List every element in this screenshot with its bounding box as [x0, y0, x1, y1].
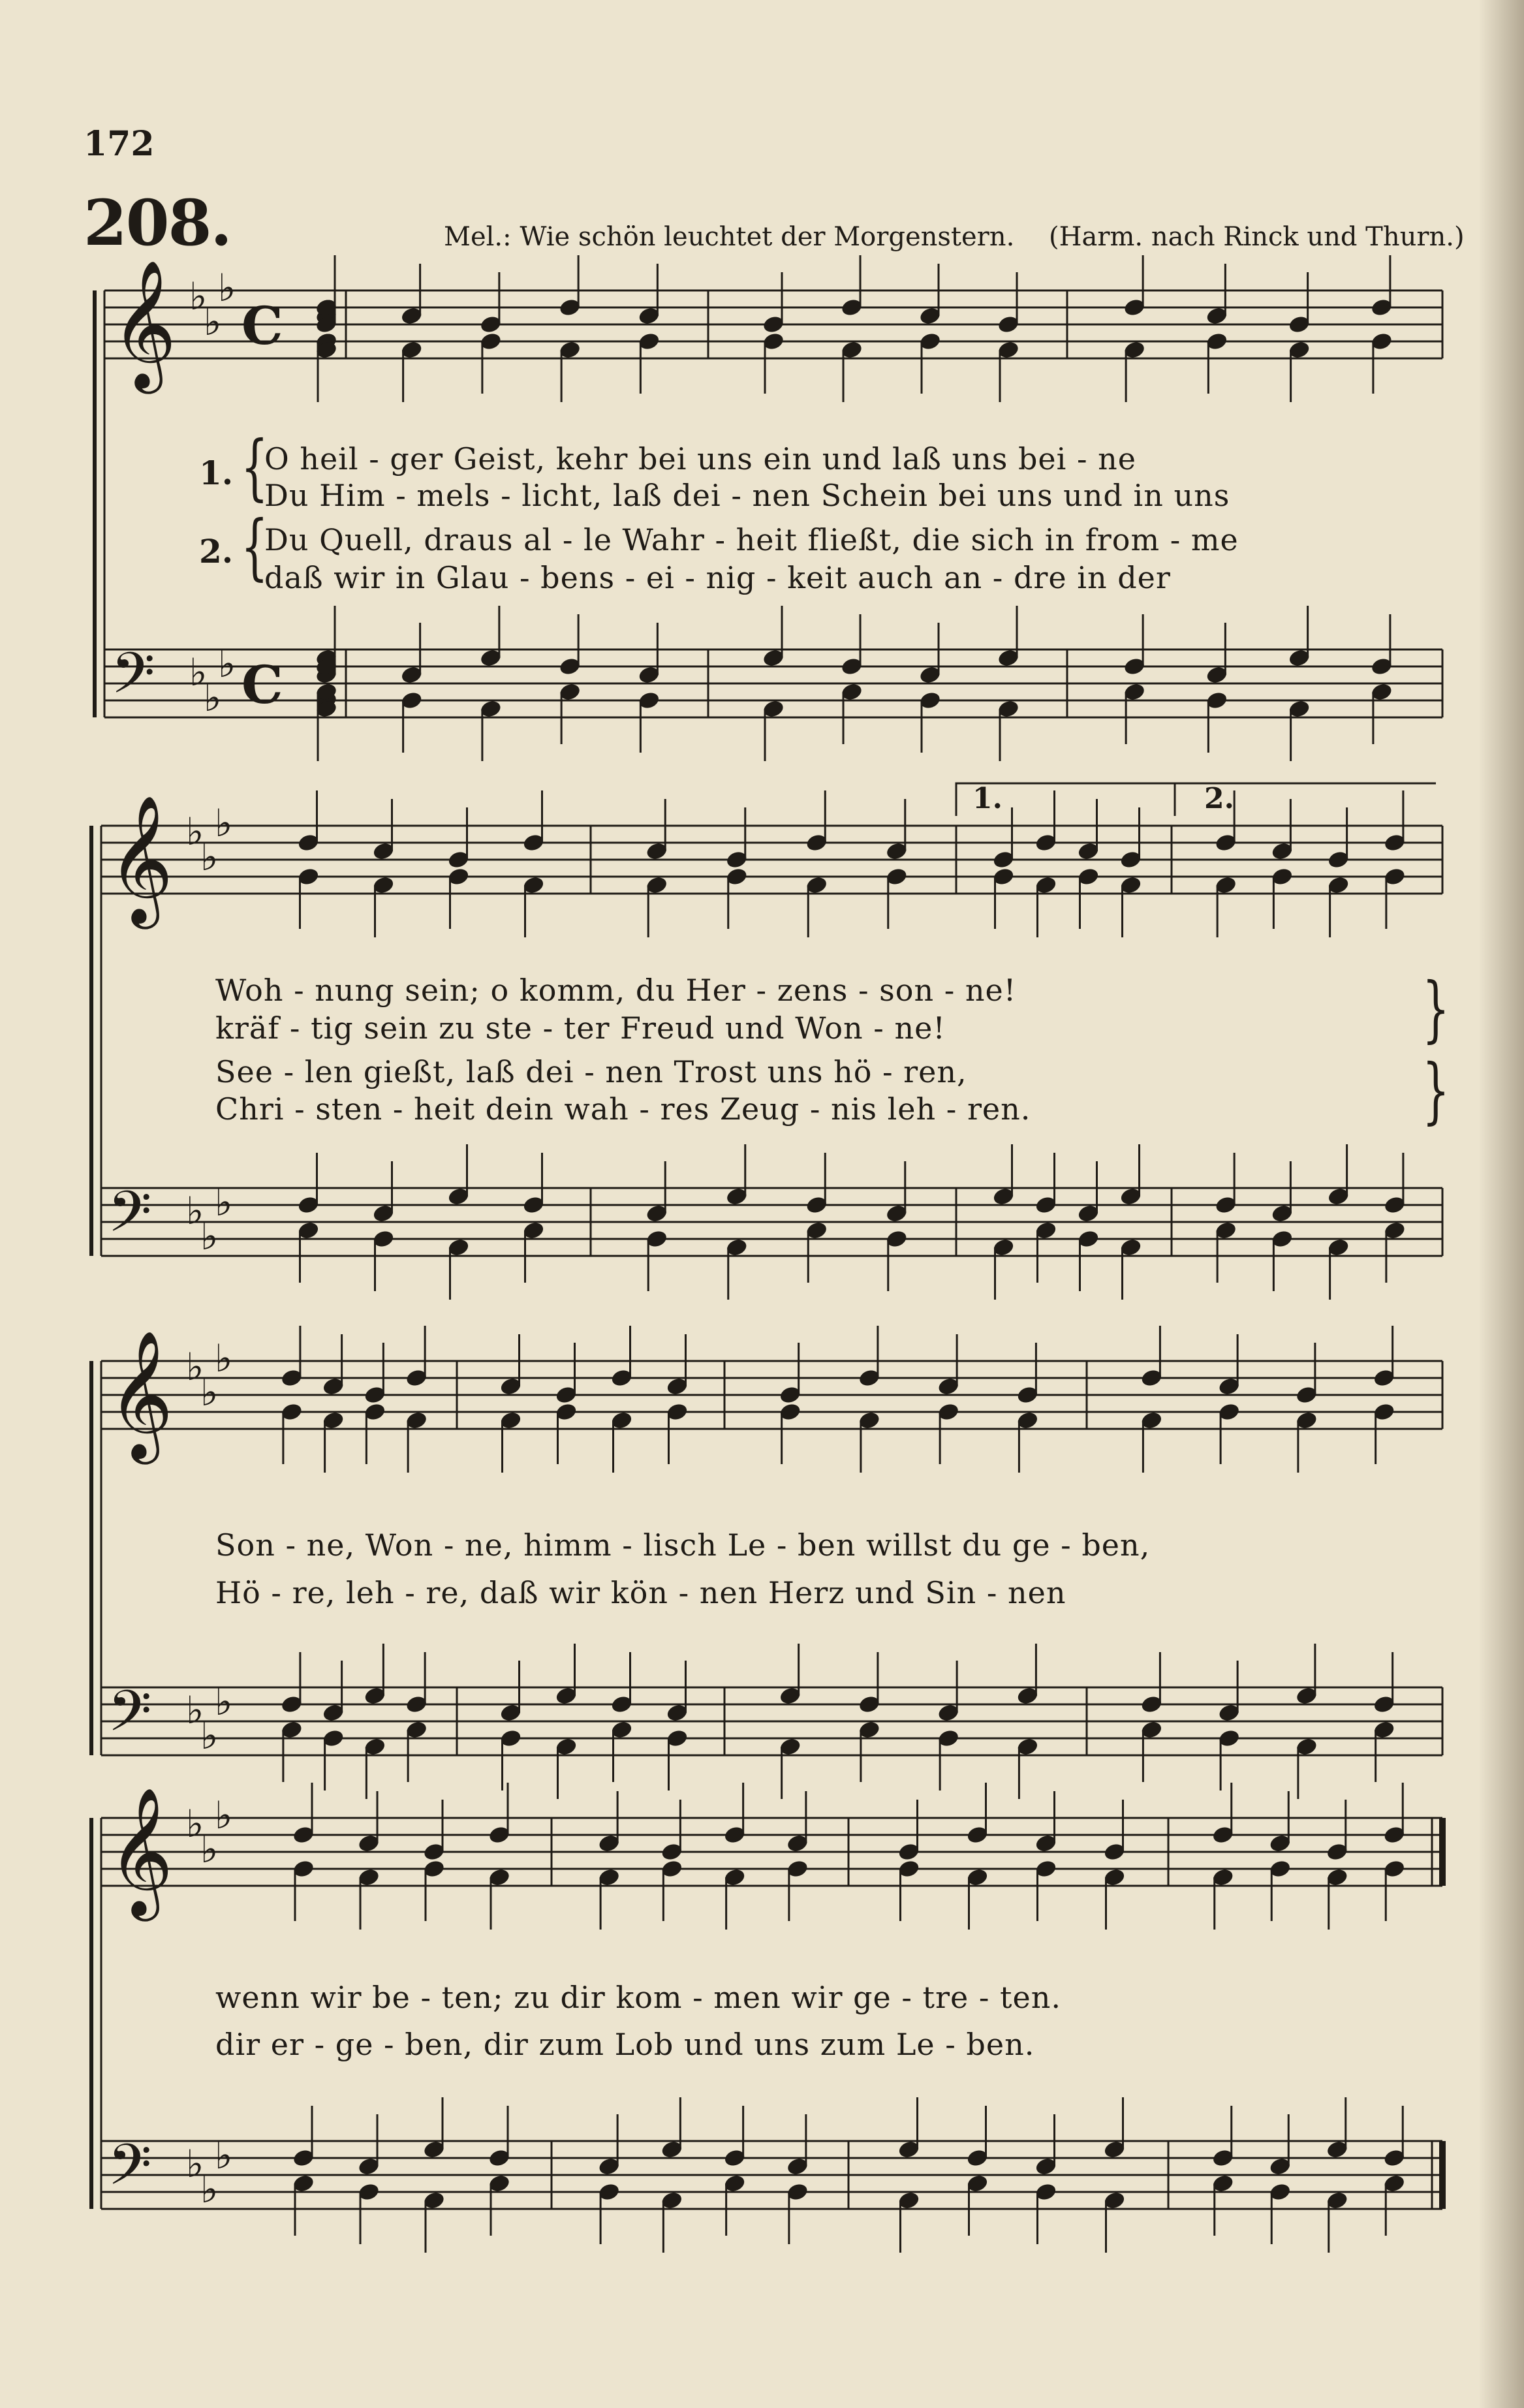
- lyric-line: dir er - ge - ben, dir zum Lob und uns zum Le - ben.: [215, 2027, 1035, 2062]
- flat-sign: ♭: [200, 2167, 219, 2212]
- flat-sign: ♭: [200, 1214, 219, 1259]
- ending-label-2: 2.: [1204, 782, 1234, 815]
- lyric-line: daß wir in Glau - bens - ei - nig - keit auch an - dre in der: [264, 560, 1171, 595]
- harmony-text: (Harm. nach Rinck und Thurn.): [1049, 222, 1465, 252]
- ending-label-1: 1.: [972, 782, 1003, 815]
- treble-clef: 𝄞: [108, 1787, 174, 1916]
- common-time: C: [241, 295, 283, 356]
- flat-sign: ♭: [218, 642, 236, 686]
- verse-number-2: 2.: [199, 532, 234, 571]
- flat-sign: ♭: [200, 835, 219, 879]
- flat-sign: ♭: [186, 1189, 204, 1233]
- lyric-line: wenn wir be - ten; zu dir kom - men wir ge - tre - ten.: [215, 1980, 1061, 2015]
- flat-sign: ♭: [215, 1336, 233, 1381]
- flat-sign: ♭: [186, 1345, 204, 1389]
- lyric-line: Woh - nung sein; o komm, du Her - zens - son - ne!: [215, 973, 1017, 1008]
- flat-sign: ♭: [186, 1688, 204, 1732]
- bass-clef: 𝄢: [108, 2132, 152, 2212]
- hymn-number: 208.: [84, 186, 231, 260]
- flat-sign: ♭: [204, 676, 222, 720]
- lyric-line: kräf - tig sein zu ste - ter Freud und Won - ne!: [215, 1010, 946, 1046]
- flat-sign: ♭: [215, 801, 233, 845]
- bass-clef: 𝄢: [108, 1179, 152, 1259]
- verse-brace: {: [241, 505, 268, 588]
- page-number: 172: [84, 124, 155, 164]
- lyric-line: Chri - sten - heit dein wah - res Zeug - nis leh - ren.: [215, 1091, 1031, 1127]
- verse-brace: {: [241, 425, 268, 508]
- flat-sign: ♭: [215, 2133, 233, 2178]
- verse-brace: }: [1422, 1048, 1450, 1132]
- flat-sign: ♭: [200, 1713, 219, 1758]
- lyric-line: Du Quell, draus al - le Wahr - heit fließt, die sich in from - me: [264, 522, 1239, 557]
- flat-sign: ♭: [215, 1180, 233, 1225]
- common-time: C: [241, 654, 283, 715]
- treble-clef: 𝄞: [108, 794, 174, 924]
- treble-clef: 𝄞: [108, 1330, 174, 1460]
- lyric-line: Du Him - mels - licht, laß dei - nen Schein bei uns und in uns: [264, 478, 1230, 513]
- ending-bracket: [956, 783, 1436, 816]
- melody-text: Mel.: Wie schön leuchtet der Morgenstern.: [444, 222, 1015, 252]
- lyric-line: O heil - ger Geist, kehr bei uns ein und laß uns bei - ne: [264, 441, 1136, 477]
- bass-clef: 𝄢: [108, 1678, 152, 1759]
- treble-clef: 𝄞: [111, 259, 177, 389]
- lyric-line: Son - ne, Won - ne, himm - lisch Le - ben willst du ge - ben,: [215, 1527, 1151, 1563]
- verse-number-1: 1.: [199, 454, 234, 492]
- lyric-line: Hö - re, leh - re, daß wir kön - nen Herz und Sin - nen: [215, 1575, 1066, 1610]
- flat-sign: ♭: [186, 2142, 204, 2186]
- flat-sign: ♭: [186, 1802, 204, 1846]
- flat-sign: ♭: [186, 809, 204, 854]
- flat-sign: ♭: [189, 650, 208, 695]
- bass-clef: 𝄢: [111, 640, 155, 721]
- flat-sign: ♭: [218, 266, 236, 310]
- flat-sign: ♭: [200, 1370, 219, 1415]
- lyric-line: See - len gießt, laß dei - nen Trost uns hö - ren,: [215, 1054, 967, 1089]
- verse-brace: }: [1422, 967, 1450, 1050]
- flat-sign: ♭: [200, 1827, 219, 1871]
- flat-sign: ♭: [189, 274, 208, 319]
- flat-sign: ♭: [215, 1680, 233, 1724]
- flat-sign: ♭: [215, 1793, 233, 1837]
- flat-sign: ♭: [204, 300, 222, 344]
